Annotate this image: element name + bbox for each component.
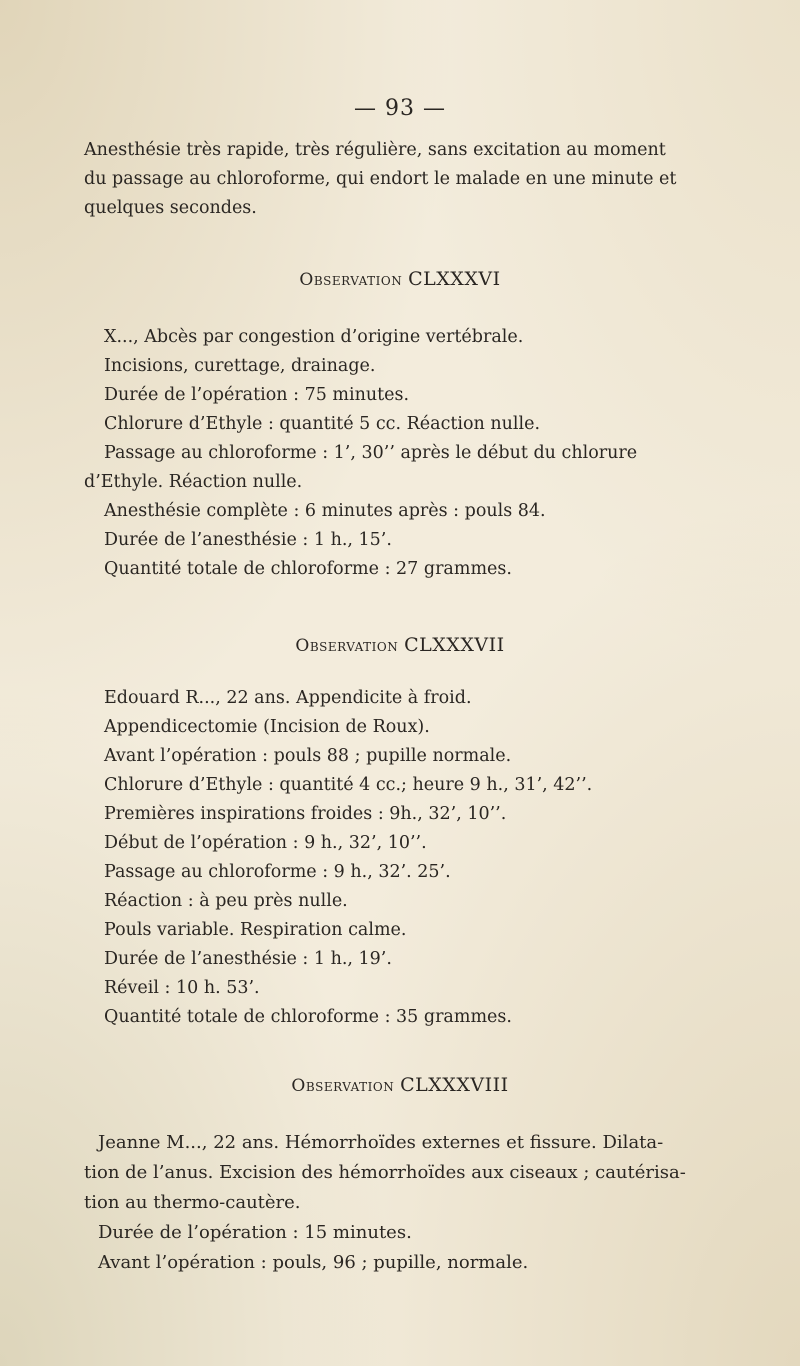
observation-line: Durée de l’anesthésie : 1 h., 19’. [104, 949, 392, 969]
observation-line: Début de l’opération : 9 h., 32’, 10’’. [104, 833, 427, 853]
observation-line: Chlorure d’Ethyle : quantité 4 cc.; heure 9 h., 31’, 42’’. [104, 775, 593, 795]
observation-heading-187 [0, 634, 800, 656]
page-number: — 93 — [354, 96, 446, 121]
observation-line: Chlorure d’Ethyle : quantité 5 cc. Réaction nulle. [104, 414, 541, 434]
observation-line: Jeanne M..., 22 ans. Hémorrhoïdes externes et fissure. Dilata- [98, 1132, 664, 1153]
observation-line: Réveil : 10 h. 53’. [104, 978, 260, 998]
intro-paragraph [84, 136, 724, 223]
observation-line: tion de l’anus. Excision des hémorrhoïdes aux ciseaux ; cautérisa- [84, 1162, 686, 1183]
heading-number: CLXXXVIII [400, 1074, 509, 1096]
observation-line: Premières inspirations froides : 9h., 32’, 10’’. [104, 804, 507, 824]
observation-line: Passage au chloroforme : 9 h., 32’. 25’. [104, 862, 451, 882]
observation-line: tion au thermo-cautère. [84, 1192, 301, 1213]
heading-number: CLXXXVI [408, 268, 501, 290]
observation-line: X..., Abcès par congestion d’origine vertébrale. [104, 327, 524, 347]
observation-line: Anesthésie complète : 6 minutes après : pouls 84. [104, 501, 546, 521]
observation-line: Durée de l’anesthésie : 1 h., 15’. [104, 530, 392, 550]
observation-line: Réaction : à peu près nulle. [104, 891, 348, 911]
observation-heading-186 [0, 268, 800, 290]
observation-body-187 [84, 684, 724, 1032]
observation-line: d’Ethyle. Réaction nulle. [84, 472, 303, 492]
observation-line: Passage au chloroforme : 1’, 30’’ après le début du chlorure [104, 443, 638, 463]
observation-line: Avant l’opération : pouls 88 ; pupille normale. [104, 746, 512, 766]
observation-line: Avant l’opération : pouls, 96 ; pupille, normale. [98, 1252, 529, 1273]
observation-line: Quantité totale de chloroforme : 27 grammes. [104, 559, 512, 579]
heading-word: Observation [291, 1076, 395, 1096]
intro-line: du passage au chloroforme, qui endort le malade en une minute et [84, 169, 677, 189]
observation-heading-188 [0, 1074, 800, 1096]
observation-line: Quantité totale de chloroforme : 35 grammes. [104, 1007, 512, 1027]
heading-word: Observation [299, 270, 403, 290]
observation-line: Appendicectomie (Incision de Roux). [104, 717, 430, 737]
observation-line: Durée de l’opération : 15 minutes. [98, 1222, 412, 1243]
intro-line: quelques secondes. [84, 198, 257, 218]
observation-line: Durée de l’opération : 75 minutes. [104, 385, 410, 405]
observation-body-186 [84, 323, 724, 584]
heading-word: Observation [295, 636, 399, 656]
observation-line: Incisions, curettage, drainage. [104, 356, 376, 376]
observation-line: Pouls variable. Respiration calme. [104, 920, 407, 940]
heading-number: CLXXXVII [404, 634, 505, 656]
observation-body-188 [84, 1128, 734, 1278]
observation-line: Edouard R..., 22 ans. Appendicite à froid. [104, 688, 472, 708]
intro-line: Anesthésie très rapide, très régulière, sans excitation au moment [84, 140, 666, 160]
